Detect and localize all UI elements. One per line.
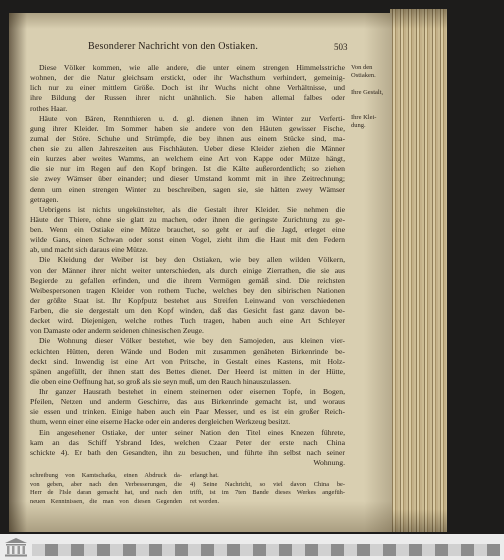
body-line: thum, wenn einer eine eiserne Hacke oder ein anderes dergleichen Werkzeug besitzt. xyxy=(30,417,291,427)
body-line: die sie nur im Regen auf den Kopf bringen. Ist die Kälte außerordentlich; so ziehen xyxy=(30,164,345,174)
footnote-column-right xyxy=(190,472,345,506)
body-line: Diese Völker kommen, wie alle andere, die unter einem strengen Himmelsstriche xyxy=(39,63,345,72)
running-head: Besonderer Nachricht von den Ostiaken. xyxy=(88,41,259,52)
margin-note-gestalt xyxy=(351,89,392,97)
body-line: spänen angefüllt, der ihnen statt des Bettes dienet. Der Heerd ist mitten in der Hütte, xyxy=(30,366,345,376)
body-line: denn um einen strengen Winter zu beschreiben, sagen sie, sie hätten zwey Wämser xyxy=(30,184,345,194)
body-line: Uebrigens ist nichts ungekünstelter, als die Gestalt ihrer Kleider. Sie nehmen die xyxy=(39,204,345,214)
margin-note-ostiaken xyxy=(351,64,392,80)
body-line: Weibespersonen tragen Kleider von rothem Tuche, welches bey den sibirischen Nationen xyxy=(30,285,345,295)
body-line: rothes Haar. xyxy=(30,103,68,113)
footnote-line: von geben, aber nach den Verbesserungen, die xyxy=(30,480,182,488)
footnote-line: trifft, ist im 7ten Bande dieses Werkes angefüh- xyxy=(190,489,345,497)
body-line: ben. Wenn ein Ostiake eine Mütze brauchet, so geht er auf die Jagd, erleget eine xyxy=(30,225,345,234)
margin-note-kleidung xyxy=(351,114,392,130)
body-line: sie zwey Wämser über einander; und dieser Umstand kommt mit in ihre Zeitrechnung; xyxy=(30,174,345,184)
body-line: wilde Gans, einen Schwan oder sonst einen Vogel, zieht ihm die Haut mit den Federn xyxy=(30,235,345,245)
body-line: Pfeilen, Netzen und anderm Geschirre, das aus Birkenrinde gemacht ist, und woraus xyxy=(30,397,345,407)
body-line: gung ihrer Kleider. Im Sommer haben sie andere von den Häuten gewisser Fische, xyxy=(30,123,345,133)
body-line: Die Kleidung der Weiber ist bey den Ostiaken, wie bey allen wilden Völkern, xyxy=(39,255,345,265)
body-line: von der Männer ihrer nicht weiter unterschieden, als durch einige Zierrathen, die sie aus xyxy=(30,265,345,275)
margin-note-line: Ostiaken. xyxy=(351,72,376,79)
scan-footer-strip xyxy=(0,534,504,560)
margin-note-line: Von den xyxy=(351,64,373,71)
body-line: der größte Staat ist. Ihr Kopfputz bestehet aus Streifen Leinwand von verschiedenen xyxy=(30,295,345,305)
body-line: zumal der Störe. Schuhe und Strümpfe, die bey ihnen aus einem Stücke sind, ma- xyxy=(30,133,345,143)
body-text xyxy=(30,63,345,468)
color-calibration-bar xyxy=(32,544,500,556)
body-line: decket wird. Diejenigen, welche rothes Tuch tragen, haben auch eine Art Schleyer xyxy=(30,316,345,326)
body-line: ihre Bildung der Russen ihrer nicht unähnlich. Sie haben allemal falbes oder xyxy=(30,93,345,103)
body-line: schickte 4). Er bath den Gesandten, ihn zu besuchen, und führte ihn selbst nach seiner xyxy=(30,447,345,457)
body-line: ab, und macht sich daraus eine Mütze. xyxy=(30,245,148,255)
footnote-column-left xyxy=(30,472,182,506)
margin-note-line: Ihre Gestalt, xyxy=(351,89,384,96)
body-line: Häute der Thiere, ohne sie glatt zu machen, oder ihnen die geringste Zurichtung zu ge- xyxy=(30,214,345,224)
page-paper xyxy=(9,13,392,532)
body-line: eckichten Hütten, deren Wände und Boden mit zusammen genäheten Birkenrinde be- xyxy=(30,346,345,356)
footnote-line: erlangt hat. xyxy=(190,472,219,479)
footnote-line: neuen Kenntnissen, die man von diesen Gegenden xyxy=(30,497,182,505)
body-line: die oben eine Oeffnung hat, so groß als sie seyn muß, um den Rauch hinauszulassen. xyxy=(30,376,291,386)
body-line: von Damaste oder anderm seidenen chinesischen Zeuge. xyxy=(30,326,204,336)
footnote-line: schreibung von Kamtschatka, einen Abdruck da- xyxy=(30,472,182,479)
body-line: Ihr ganzer Hausrath bestehet in einem steinernen oder eisernen Topfe, in Bogen, xyxy=(39,387,345,396)
page-number: 503 xyxy=(334,42,348,52)
margin-note-line: dung. xyxy=(351,122,366,129)
body-line: Farben, die sie dergestalt um den Kopf winden, daß das Gesicht fast ganz davon be- xyxy=(30,306,345,315)
body-line: Die Wohnung dieser Völker bestehet, wie bey den Samojeden, aus kleinen vier- xyxy=(39,336,345,346)
body-line: Begierde zu gefallen erfinden, und die ihrem Vermögen gemäß sind. Die reichsten xyxy=(30,275,345,285)
body-line: chen sie zu allen Jahreszeiten aus Fischhäuten. Ueber diese Kleider ziehen die Männer xyxy=(30,144,345,153)
page-edges-stack xyxy=(390,9,447,532)
body-line: deckt sind. Inwendig ist eine Art von Pritsche, in Gestalt eines Kastens, mit Holz- xyxy=(30,356,345,366)
body-line: Ein angesehener Ostiake, der unter seiner Nation den Titel eines Knezen führete, xyxy=(39,427,345,437)
body-line: ein kurzes aber weites Wamms, an welchem eine Art von Kappe oder Mütze hängt, xyxy=(30,154,345,164)
body-line: Wohnung. xyxy=(313,457,345,467)
body-line: kam an das Schiff Ysbrand Ides, welchen Czaar Peter der erste nach China xyxy=(30,437,345,447)
body-line: lich nur zu einer mittlern Größe. Doch ist ihr Wuchs nicht ohne Verhältnisse, und xyxy=(30,83,345,93)
margin-note-line: Ihre Klei- xyxy=(351,114,377,121)
library-building-logo-icon xyxy=(4,537,28,557)
body-line: wohnen, der die Natur gleichsam erstickt, oder ihr Wachsthum verhindert, gemeinig- xyxy=(30,73,345,83)
footnote-line: 4) Seine Nachricht, so viel davon China be- xyxy=(190,480,345,488)
body-line: Häute von Bären, Rennthieren u. d. gl. dienen ihnen im Winter zur Verferti- xyxy=(39,113,345,123)
footnote-line: ret worden. xyxy=(190,497,220,505)
body-line: getragen. xyxy=(30,194,59,204)
body-line: sie essen und trinken. Einige haben auch ein Paar Messer, und es ist ein großer Reich- xyxy=(30,407,345,417)
footnote-line: Herr de l'Isle daran gemacht hat, und nach den xyxy=(30,489,182,497)
